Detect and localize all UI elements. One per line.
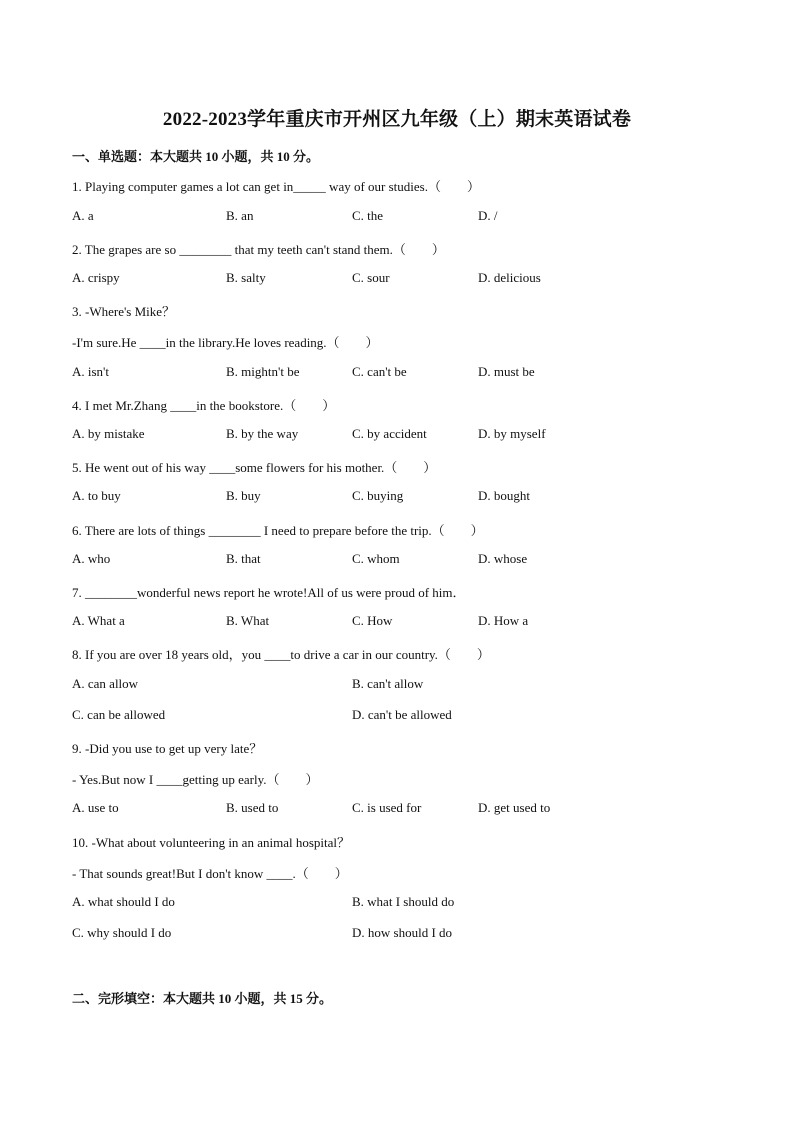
question-8-option-a[interactable]: A. can allow: [72, 676, 139, 691]
question-3-option-d[interactable]: D. must be: [478, 364, 535, 379]
question-9-stem-line-2: - Yes.But now I ____getting up early.（ ）: [72, 772, 319, 787]
question-9-stem: 9. -Did you use to get up very late？: [72, 741, 263, 756]
question-6-stem: 6. There are lots of things ________ I need to prepare before the trip.（ ）: [72, 523, 484, 538]
question-9-option-c[interactable]: C. is used for: [352, 800, 422, 815]
question-7-option-a[interactable]: A. What a: [72, 613, 125, 628]
question-7-option-d[interactable]: D. How a: [478, 613, 529, 628]
question-6-option-c[interactable]: C. whom: [352, 551, 400, 566]
question-8-stem: 8. If you are over 18 years old，you ____to drive a car in our country.（ ）: [72, 647, 490, 662]
question-1-option-b[interactable]: B. an: [226, 208, 254, 223]
question-6-option-a[interactable]: A. who: [72, 551, 111, 566]
question-1-option-a[interactable]: A. a: [72, 208, 94, 223]
question-6-option-d[interactable]: D. whose: [478, 551, 528, 566]
question-3-option-c[interactable]: C. can't be: [352, 364, 407, 379]
question-3-option-a[interactable]: A. isn't: [72, 364, 110, 379]
question-2-option-c[interactable]: C. sour: [352, 270, 390, 285]
section-heading-2: 二、完形填空：本大题共 10 小题，共 15 分。: [72, 991, 333, 1006]
question-9-option-a[interactable]: A. use to: [72, 800, 119, 815]
question-10-stem: 10. -What about volunteering in an animal hospital？: [72, 835, 350, 850]
question-4-option-d[interactable]: D. by myself: [478, 426, 546, 441]
question-3-option-b[interactable]: B. mightn't be: [226, 364, 300, 379]
question-4-stem: 4. I met Mr.Zhang ____in the bookstore.（ ）: [72, 398, 336, 413]
question-10-option-c[interactable]: C. why should I do: [72, 925, 172, 940]
question-7-option-b[interactable]: B. What: [226, 613, 270, 628]
question-7-stem: 7. ________wonderful news report he wrote!All of us were proud of him．: [72, 585, 466, 600]
question-4-option-a[interactable]: A. by mistake: [72, 426, 145, 441]
question-4-option-b[interactable]: B. by the way: [226, 426, 299, 441]
question-5-option-d[interactable]: D. bought: [478, 488, 530, 503]
question-6-option-b[interactable]: B. that: [226, 551, 261, 566]
question-1-option-d[interactable]: D. /: [478, 208, 498, 223]
question-3-stem: 3. -Where's Mike？: [72, 304, 176, 319]
question-9-option-b[interactable]: B. used to: [226, 800, 279, 815]
question-5-stem: 5. He went out of his way ____some flowers for his mother.（ ）: [72, 460, 437, 475]
question-8-option-d[interactable]: D. can't be allowed: [352, 707, 452, 722]
question-2-option-b[interactable]: B. salty: [226, 270, 266, 285]
question-2-option-a[interactable]: A. crispy: [72, 270, 120, 285]
question-10-option-d[interactable]: D. how should I do: [352, 925, 453, 940]
page-title: 2022-2023学年重庆市开州区九年级（上）期末英语试卷: [162, 109, 632, 130]
question-10-stem-line-2: - That sounds great!But I don't know ____.（ ）: [72, 866, 348, 881]
question-2-stem: 2. The grapes are so ________ that my teeth can't stand them.（ ）: [72, 242, 445, 257]
question-5-option-b[interactable]: B. buy: [226, 488, 261, 503]
question-7-option-c[interactable]: C. How: [352, 613, 393, 628]
question-9-option-d[interactable]: D. get used to: [478, 800, 551, 815]
question-8-option-c[interactable]: C. can be allowed: [72, 707, 166, 722]
section-heading-1: 一、单选题：本大题共 10 小题，共 10 分。: [72, 149, 320, 164]
question-8-option-b[interactable]: B. can't allow: [352, 676, 424, 691]
question-1-option-c[interactable]: C. the: [352, 208, 384, 223]
question-2-option-d[interactable]: D. delicious: [478, 270, 541, 285]
question-10-option-b[interactable]: B. what I should do: [352, 894, 455, 909]
question-5-option-a[interactable]: A. to buy: [72, 488, 121, 503]
question-3-stem-line-2: -I'm sure.He ____in the library.He loves reading.（ ）: [72, 335, 379, 350]
question-10-option-a[interactable]: A. what should I do: [72, 894, 175, 909]
question-4-option-c[interactable]: C. by accident: [352, 426, 427, 441]
question-5-option-c[interactable]: C. buying: [352, 488, 404, 503]
question-1-stem: 1. Playing computer games a lot can get in_____ way of our studies.（ ）: [72, 179, 480, 194]
